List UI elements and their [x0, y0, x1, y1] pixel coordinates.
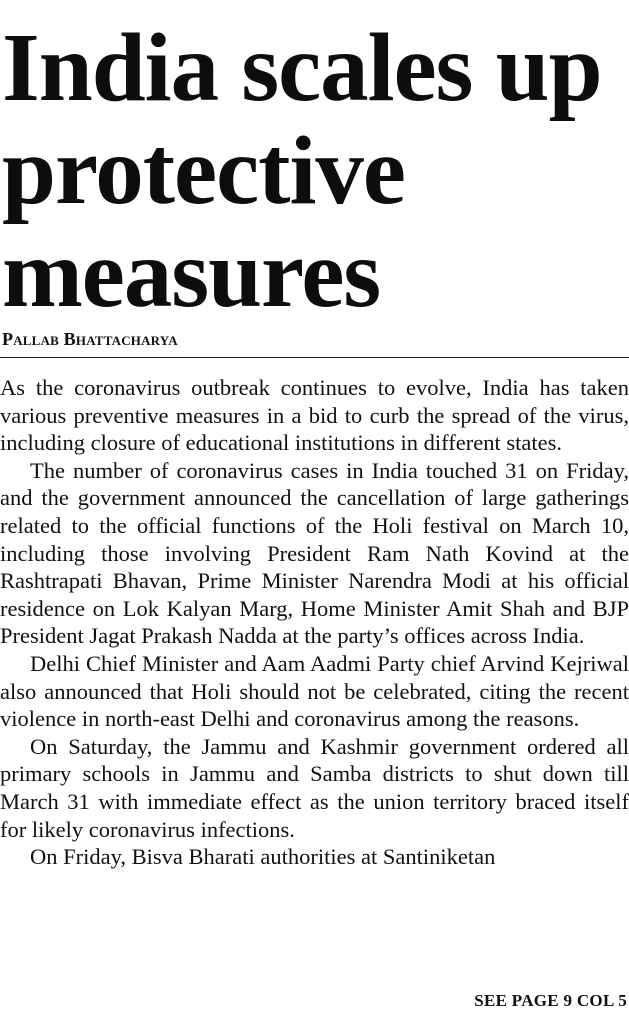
paragraph: On Saturday, the Jammu and Kashmir government ordered all primary schools in Jammu and Samba districts to shut down till March 31 with immediate effect as the union territory braced itself for likely coronavirus infections.	[0, 733, 629, 842]
byline-divider	[0, 357, 629, 358]
byline: Pallab Bhattacharya	[2, 329, 178, 349]
headline: India scales up protective measures	[2, 14, 602, 327]
paragraph: As the coronavirus outbreak continues to evolve, India has taken various preventive measures in a bid to curb the spread of the virus, including closure of educational institutions in different states.	[0, 375, 629, 456]
paragraph: On Friday, Bisva Bharati authorities at Santiniketan	[30, 844, 496, 870]
article-body	[0, 374, 629, 871]
continuation-note: SEE PAGE 9 COL 5	[474, 991, 627, 1010]
paragraph: The number of coronavirus cases in India touched 31 on Friday, and the government announced the cancellation of large gatherings related to the official functions of the Holi festival on March 10, including those involving President Ram Nath Kovind at the Rashtrapati Bhavan, Prime Minister Narendra Modi at his official residence on Lok Kalyan Marg, Home Minister Amit Shah and BJP President Jagat Prakash Nadda at the party’s offices across India.	[0, 457, 629, 649]
paragraph: Delhi Chief Minister and Aam Aadmi Party chief Arvind Kejriwal also announced that Holi should not be celebrated, citing the recent violence in north-east Delhi and coronavirus among the reasons.	[0, 650, 629, 732]
